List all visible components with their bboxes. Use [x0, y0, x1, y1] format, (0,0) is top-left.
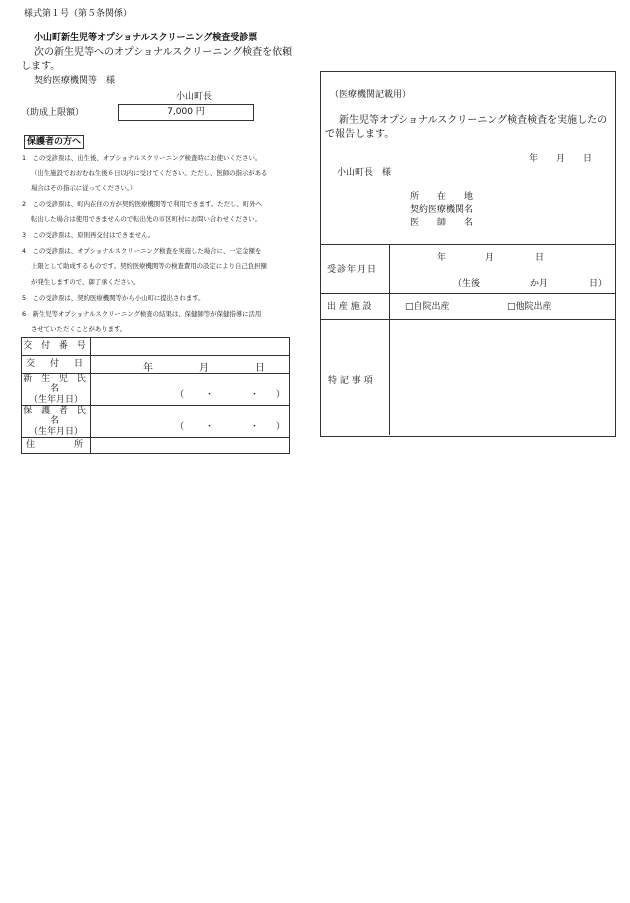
addressee: 契約医療機関等 様 — [34, 76, 116, 86]
guardian-dob-label: （生年月日） — [28, 426, 83, 437]
note-line: 3 この受診票は、原則再交付はできません。 — [22, 231, 155, 239]
table-row — [22, 374, 290, 406]
own-hospital-checkbox[interactable]: □自院出産 — [405, 302, 450, 312]
address-label: 住 所 — [22, 438, 91, 454]
note-line: 場合はその指示に従ってください。） — [31, 184, 137, 192]
subsidy-amount: 7,000 円 — [167, 107, 205, 117]
age-open: （生後 — [453, 279, 481, 289]
guardian-dob-dots: ・ ・ — [205, 422, 260, 433]
other-hospital-checkbox[interactable]: □他院出産 — [507, 302, 552, 312]
address-field[interactable] — [91, 438, 290, 454]
newborn-name-field[interactable] — [91, 374, 290, 406]
age-months-unit: か月 — [530, 279, 549, 289]
institution-report-box — [320, 71, 616, 437]
note-line: 上限として助成するものです。契約医療機関等の検査費用の設定により自己負担額 — [31, 262, 267, 270]
subsidy-amount-box — [118, 104, 254, 121]
divider — [321, 293, 615, 294]
doctor-name-label: 医 師 名 — [410, 218, 474, 228]
institution-name-label: 契約医療機関名 — [410, 205, 474, 215]
note-line: 5 この受診票は、契約医療機関等から小山町に提出されます。 — [22, 294, 205, 302]
table-row — [22, 438, 290, 454]
issue-month-unit: 月 — [199, 363, 209, 374]
issue-year-unit: 年 — [143, 363, 153, 374]
guardian-name-field[interactable] — [91, 406, 290, 438]
guardian-name-label-text: 保 護 者 氏 名 — [23, 406, 89, 427]
exam-month-unit: 月 — [485, 253, 495, 263]
report-date[interactable]: 年 月 日 — [529, 154, 593, 164]
issue-number-field[interactable] — [91, 338, 290, 356]
newborn-dob-dots: ・ ・ — [205, 390, 260, 400]
form-number: 様式第１号（第５条関係） — [24, 9, 133, 19]
guardian-dob-close: ） — [276, 422, 286, 433]
exam-date-label: 受診年月日 — [327, 265, 378, 275]
newborn-dob-label: （生年月日） — [28, 394, 83, 405]
form-title: 小山町新生児等オプショナルスクリーニング検査受診票 — [34, 33, 258, 43]
note-line: （出生施設でおおむね生後６日以内に受けてください。ただし、医師の指示がある — [31, 169, 268, 177]
table-row — [22, 338, 290, 356]
note-line: させていただくことがあります。 — [31, 325, 127, 333]
newborn-name-label-text: 新 生 児 氏 名 — [23, 374, 89, 395]
guardian-dob-open: （ — [175, 422, 185, 433]
age-days-unit: 日） — [589, 279, 608, 289]
issuer: 小山町長 — [176, 92, 213, 102]
newborn-dob-close: ） — [276, 390, 286, 400]
guardian-name-label — [22, 406, 91, 438]
note-line: 2 この受診票は、町内在住の方が契約医療機関等で利用できます。ただし、町外へ — [22, 200, 263, 208]
issue-info-table — [21, 337, 290, 454]
issue-date-field[interactable] — [91, 356, 290, 374]
issue-date-label: 交 付 日 — [22, 356, 91, 374]
table-row — [22, 406, 290, 438]
newborn-name-label — [22, 374, 91, 406]
report-text-line2: で報告します。 — [325, 129, 395, 140]
divider — [321, 244, 615, 245]
issue-number-label: 交 付 番 号 — [22, 338, 91, 356]
note-line: 1 この受診票は、出生後、オプショナルスクリーニング検査時にお使いください。 — [22, 154, 262, 162]
request-text-line1: 次の新生児等へのオプショナルスクリーニング検査を依頼 — [34, 47, 293, 58]
newborn-dob-open: （ — [175, 390, 185, 400]
table-row — [22, 356, 290, 374]
report-text-line1: 新生児等オプショナルスクリーニング検査検査を実施したの — [339, 115, 608, 126]
exam-year-unit: 年 — [437, 253, 447, 263]
report-addressee: 小山町長 様 — [337, 168, 392, 178]
location-label: 所 在 地 — [410, 192, 474, 202]
institution-section-label: （医療機関記載用） — [330, 90, 412, 100]
note-line: 4 この受診票は、オプショナルスクリーニング検査を実施した場合に、一定金額を — [22, 247, 262, 255]
birth-facility-label: 出 産 施 設 — [327, 302, 372, 312]
subsidy-label: （助成上限額） — [21, 108, 85, 118]
note-line: 6 新生児等オプショナルスクリーニング検査の結果は、保健師等が保健指導に活用 — [22, 310, 262, 318]
note-line: が発生しますので、御了承ください。 — [31, 278, 140, 286]
exam-day-unit: 日 — [535, 253, 545, 263]
issue-day-unit: 日 — [255, 363, 265, 374]
request-text-line2: します。 — [21, 61, 61, 72]
remarks-label: 特 記 事 項 — [328, 376, 373, 386]
remarks-field[interactable] — [390, 320, 615, 435]
note-line: 転出した場合は使用できませんので転出先の市区町村にお問い合わせください。 — [31, 215, 262, 223]
notes-heading: 保護者の方へ — [24, 135, 84, 149]
